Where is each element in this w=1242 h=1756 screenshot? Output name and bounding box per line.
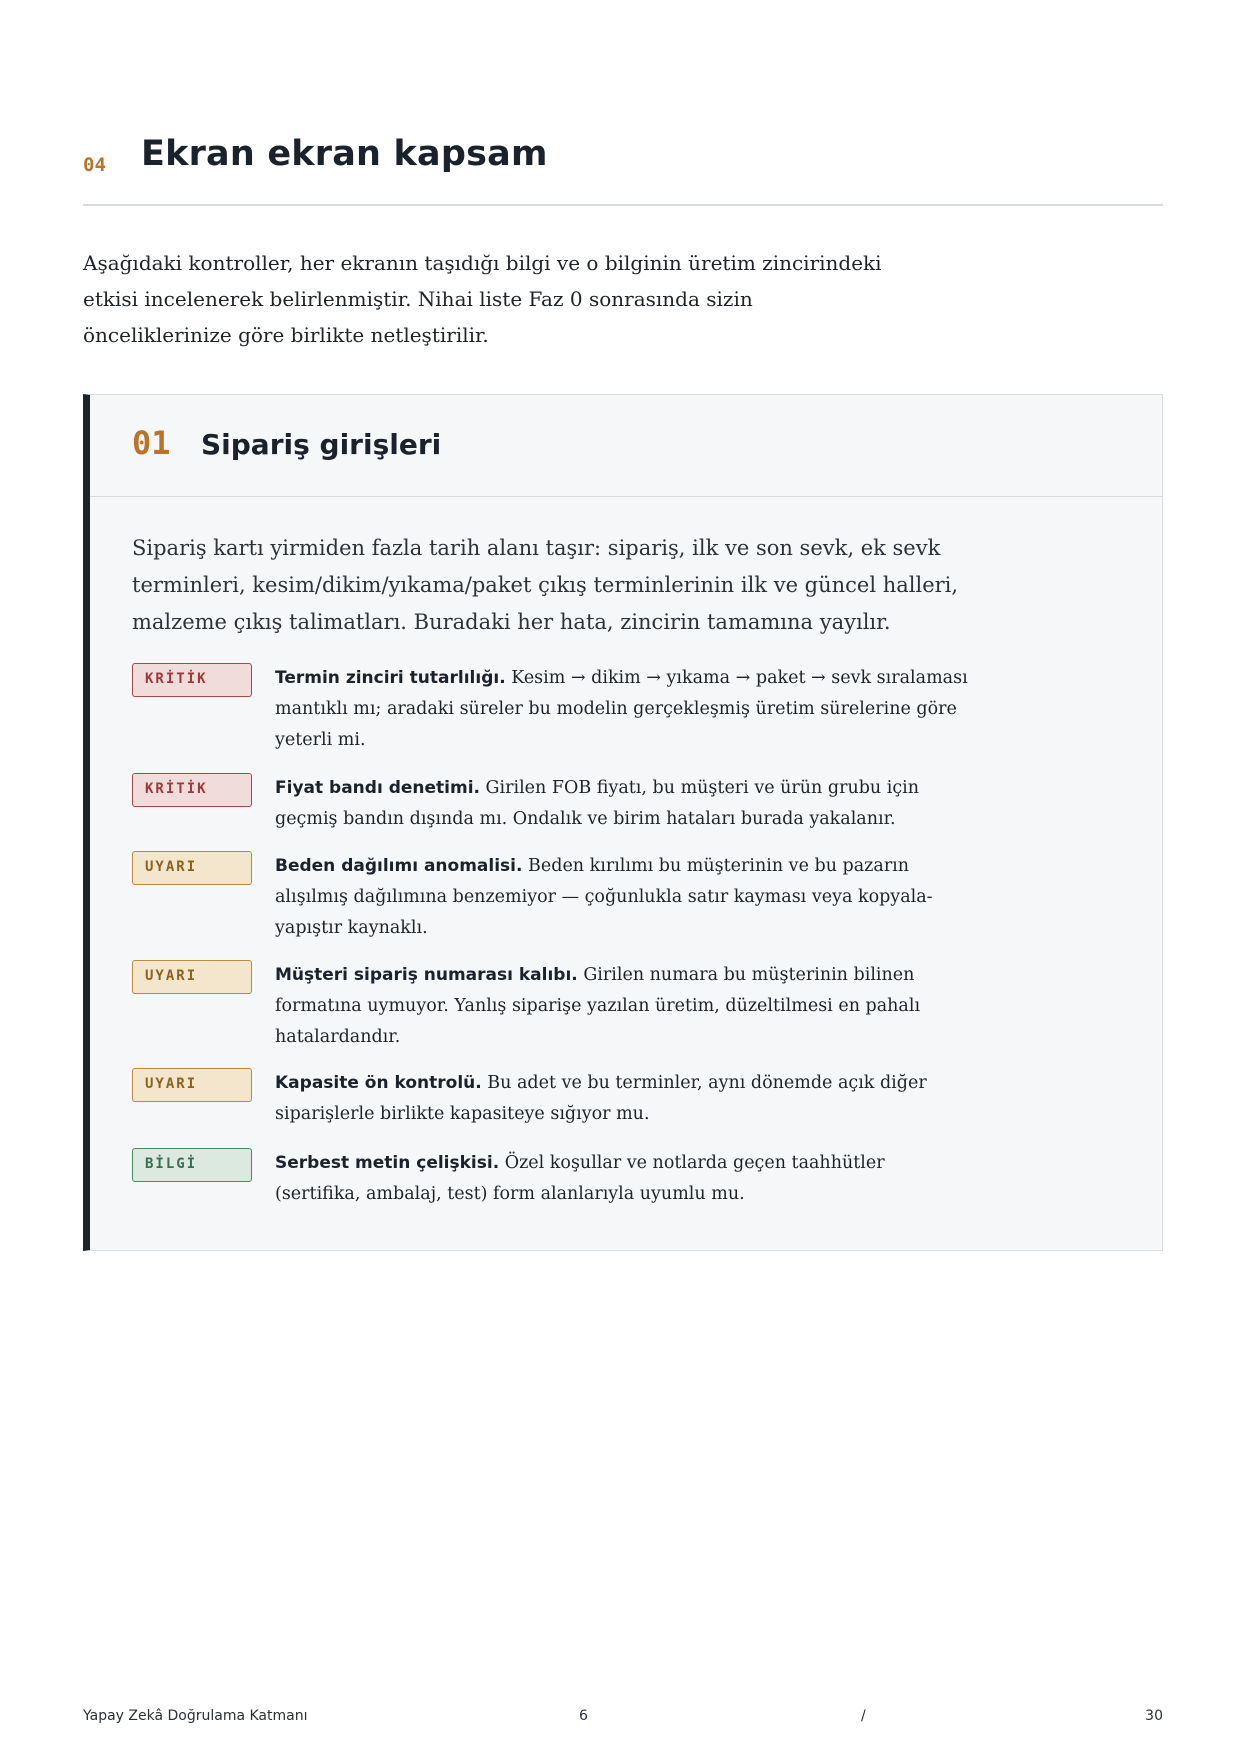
section-number: 04 — [83, 154, 106, 176]
card-number: 01 — [132, 424, 171, 462]
severity-badge: KRİTİK — [132, 773, 252, 807]
section-title: Ekran ekran kapsam — [141, 134, 548, 174]
intro-paragraph: Aşağıdaki kontroller, her ekranın taşıdığı bilgi ve o bilginin üretim zincirindeki etkisi incelenerek belirlenmiştir. Nihai liste Faz 0 sonrasında sizin önceliklerinize göre birlikte netleştirilir. — [83, 251, 882, 347]
check-description — [275, 851, 975, 944]
check-description — [275, 773, 975, 835]
severity-badge: UYARI — [132, 851, 252, 885]
check-text: Girilen FOB fiyatı, bu müşteri ve ürün grubu için geçmiş bandın dışında mı. Ondalık ve birim hataları burada yakalanır. — [275, 778, 920, 829]
check-description — [275, 1148, 975, 1210]
section-header — [83, 132, 1163, 206]
severity-badge: BİLGİ — [132, 1148, 252, 1182]
screen-card — [83, 394, 1163, 1251]
check-description — [275, 1068, 975, 1130]
check-text: Özel koşullar ve notlarda geçen taahhütler (sertifika, ambalaj, test) form alanlarıyla uyumlu mu. — [275, 1153, 885, 1204]
footer-page-total: 30 — [1145, 1708, 1163, 1724]
document-page — [83, 0, 1163, 1756]
page-footer — [83, 1708, 1163, 1732]
severity-badge: UYARI — [132, 960, 252, 994]
check-description — [275, 663, 975, 756]
severity-badge: UYARI — [132, 1068, 252, 1102]
check-text: Bu adet ve bu terminler, aynı dönemde açık diğer siparişlerle birlikte kapasiteye sığıyor mu. — [275, 1073, 927, 1124]
check-label: Serbest metin çelişkisi. — [275, 1153, 500, 1173]
severity-badge: KRİTİK — [132, 663, 252, 697]
check-label: Kapasite ön kontrolü. — [275, 1073, 482, 1093]
card-title: Sipariş girişleri — [201, 428, 442, 461]
check-text: Girilen numara bu müşterinin bilinen formatına uymuyor. Yanlış siparişe yazılan üretim, düzeltilmesi en pahalı hatalardandır. — [275, 965, 921, 1047]
card-header — [90, 395, 1163, 497]
check-description — [275, 960, 975, 1053]
check-text: Beden kırılımı bu müşterinin ve bu pazarın alışılmış dağılımına benzemiyor — çoğunlukla satır kayması veya kopyala-yapıştır kaynaklı. — [275, 856, 933, 938]
check-label: Müşteri sipariş numarası kalıbı. — [275, 965, 578, 985]
check-label: Termin zinciri tutarlılığı. — [275, 668, 506, 688]
check-text: Kesim → dikim → yıkama → paket → sevk sıralaması mantıklı mı; aradaki süreler bu modelin gerçekleşmiş üretim sürelerine göre yeterli mi. — [275, 668, 968, 750]
check-label: Beden dağılımı anomalisi. — [275, 856, 523, 876]
card-lead-paragraph: Sipariş kartı yirmiden fazla tarih alanı taşır: sipariş, ilk ve son sevk, ek sevk terminleri, kesim/dikim/yıkama/paket çıkış terminlerinin ilk ve güncel halleri, malzeme çıkış talimatları. Buradaki her hata, zincirin tamamına yayılır. — [132, 536, 959, 634]
footer-page-number: 6 — [579, 1708, 588, 1724]
footer-document-title: Yapay Zekâ Doğrulama Katmanı — [83, 1708, 308, 1724]
footer-separator: / — [861, 1708, 866, 1724]
check-label: Fiyat bandı denetimi. — [275, 778, 480, 798]
